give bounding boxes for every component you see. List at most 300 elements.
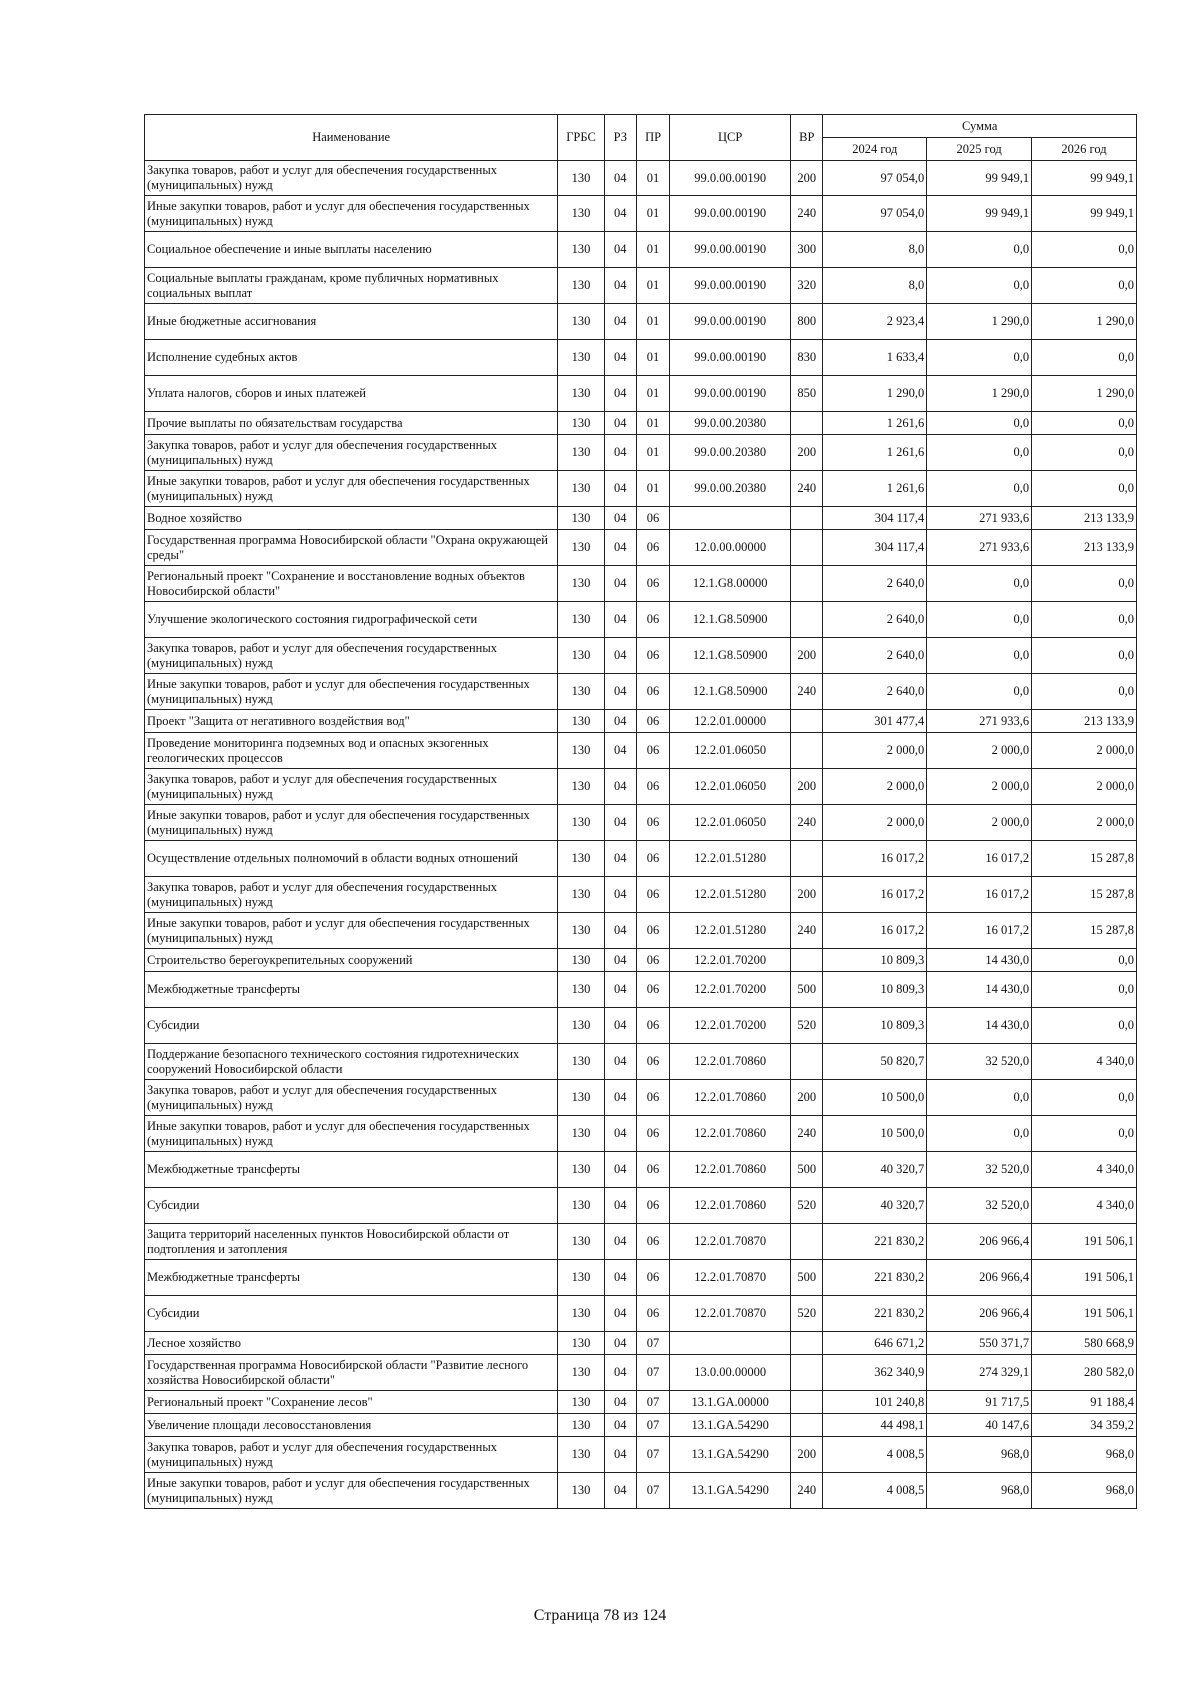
cell-pr: 06 [636,1152,669,1188]
cell-sum-2025: 16 017,2 [927,913,1032,949]
cell-vr [791,566,823,602]
cell-sum-2025: 206 966,4 [927,1296,1032,1332]
cell-pr: 06 [636,710,669,733]
cell-sum-2024: 1 290,0 [823,376,927,412]
cell-rz: 04 [604,530,636,566]
cell-sum-2026: 0,0 [1032,412,1137,435]
cell-sum-2026: 213 133,9 [1032,530,1137,566]
cell-name: Проведение мониторинга подземных вод и опасных экзогенных геологических процессов [145,733,558,769]
cell-sum-2024: 304 117,4 [823,530,927,566]
cell-sum-2024: 2 640,0 [823,674,927,710]
cell-pr: 06 [636,1008,669,1044]
cell-vr: 200 [791,769,823,805]
cell-csr: 12.2.01.70200 [670,1008,791,1044]
cell-rz: 04 [604,733,636,769]
cell-rz: 04 [604,304,636,340]
cell-csr: 12.2.01.51280 [670,877,791,913]
budget-table [144,114,1137,1509]
cell-csr: 12.2.01.70860 [670,1152,791,1188]
cell-sum-2025: 0,0 [927,1116,1032,1152]
cell-vr: 520 [791,1008,823,1044]
cell-sum-2024: 16 017,2 [823,841,927,877]
cell-name: Закупка товаров, работ и услуг для обеспечения государственных (муниципальных) нужд [145,1437,558,1473]
table-row [145,507,1137,530]
cell-sum-2025: 271 933,6 [927,710,1032,733]
cell-sum-2025: 0,0 [927,638,1032,674]
cell-name: Поддержание безопасного технического состояния гидротехнических сооружений Новосибирской области [145,1044,558,1080]
cell-sum-2024: 221 830,2 [823,1296,927,1332]
cell-sum-2024: 10 500,0 [823,1080,927,1116]
cell-pr: 06 [636,769,669,805]
table-row [145,877,1137,913]
cell-rz: 04 [604,841,636,877]
cell-sum-2025: 0,0 [927,412,1032,435]
cell-sum-2026: 0,0 [1032,471,1137,507]
cell-sum-2025: 1 290,0 [927,304,1032,340]
table-row [145,566,1137,602]
cell-rz: 04 [604,161,636,196]
cell-pr: 07 [636,1355,669,1391]
cell-csr: 13.1.GA.54290 [670,1473,791,1509]
cell-sum-2026: 0,0 [1032,1080,1137,1116]
cell-sum-2026: 1 290,0 [1032,304,1137,340]
cell-rz: 04 [604,412,636,435]
cell-rz: 04 [604,1188,636,1224]
cell-sum-2024: 1 633,4 [823,340,927,376]
cell-sum-2025: 91 717,5 [927,1391,1032,1414]
cell-sum-2025: 16 017,2 [927,841,1032,877]
cell-rz: 04 [604,1437,636,1473]
cell-vr [791,1332,823,1355]
cell-grbs: 130 [558,1296,604,1332]
cell-sum-2025: 968,0 [927,1473,1032,1509]
table-row [145,1224,1137,1260]
cell-name: Закупка товаров, работ и услуг для обеспечения государственных (муниципальных) нужд [145,1080,558,1116]
cell-sum-2026: 191 506,1 [1032,1260,1137,1296]
cell-grbs: 130 [558,161,604,196]
cell-grbs: 130 [558,196,604,232]
cell-rz: 04 [604,1355,636,1391]
cell-sum-2026: 4 340,0 [1032,1152,1137,1188]
cell-vr [791,1224,823,1260]
cell-sum-2024: 646 671,2 [823,1332,927,1355]
cell-vr [791,507,823,530]
cell-name: Иные бюджетные ассигнования [145,304,558,340]
cell-sum-2025: 206 966,4 [927,1224,1032,1260]
cell-pr: 06 [636,1116,669,1152]
cell-pr: 07 [636,1414,669,1437]
cell-name: Закупка товаров, работ и услуг для обеспечения государственных (муниципальных) нужд [145,161,558,196]
cell-csr: 12.2.01.70870 [670,1296,791,1332]
cell-name: Строительство берегоукрепительных сооружений [145,949,558,972]
table-row [145,268,1137,304]
cell-csr: 13.1.GA.00000 [670,1391,791,1414]
table-row [145,1391,1137,1414]
table-row [145,1008,1137,1044]
cell-grbs: 130 [558,1332,604,1355]
cell-pr: 01 [636,412,669,435]
cell-sum-2024: 97 054,0 [823,161,927,196]
cell-sum-2024: 304 117,4 [823,507,927,530]
cell-vr [791,1391,823,1414]
cell-sum-2024: 8,0 [823,268,927,304]
cell-grbs: 130 [558,949,604,972]
cell-pr: 06 [636,1188,669,1224]
cell-pr: 07 [636,1332,669,1355]
cell-sum-2026: 0,0 [1032,972,1137,1008]
cell-sum-2026: 191 506,1 [1032,1296,1137,1332]
cell-vr: 240 [791,471,823,507]
cell-rz: 04 [604,340,636,376]
cell-grbs: 130 [558,232,604,268]
cell-grbs: 130 [558,507,604,530]
col-header-2024: 2024 год [823,138,927,161]
cell-rz: 04 [604,1332,636,1355]
cell-csr: 12.2.01.06050 [670,805,791,841]
cell-name: Субсидии [145,1188,558,1224]
cell-grbs: 130 [558,1080,604,1116]
cell-rz: 04 [604,674,636,710]
cell-sum-2025: 40 147,6 [927,1414,1032,1437]
cell-sum-2025: 99 949,1 [927,161,1032,196]
cell-pr: 01 [636,196,669,232]
cell-sum-2024: 2 640,0 [823,638,927,674]
cell-sum-2026: 280 582,0 [1032,1355,1137,1391]
cell-grbs: 130 [558,733,604,769]
cell-sum-2025: 0,0 [927,232,1032,268]
cell-sum-2025: 968,0 [927,1437,1032,1473]
cell-sum-2024: 8,0 [823,232,927,268]
cell-name: Субсидии [145,1296,558,1332]
cell-vr [791,710,823,733]
table-row [145,232,1137,268]
cell-rz: 04 [604,1473,636,1509]
cell-grbs: 130 [558,877,604,913]
cell-sum-2025: 32 520,0 [927,1044,1032,1080]
cell-sum-2026: 0,0 [1032,638,1137,674]
cell-sum-2024: 40 320,7 [823,1152,927,1188]
cell-name: Региональный проект "Сохранение и восстановление водных объектов Новосибирской области" [145,566,558,602]
cell-vr [791,1414,823,1437]
cell-sum-2025: 14 430,0 [927,949,1032,972]
cell-sum-2024: 101 240,8 [823,1391,927,1414]
cell-sum-2026: 0,0 [1032,340,1137,376]
cell-csr: 13.1.GA.54290 [670,1414,791,1437]
cell-csr: 99.0.00.00190 [670,196,791,232]
cell-pr: 06 [636,566,669,602]
cell-name: Иные закупки товаров, работ и услуг для обеспечения государственных (муниципальных) нужд [145,196,558,232]
cell-grbs: 130 [558,1116,604,1152]
cell-sum-2026: 2 000,0 [1032,733,1137,769]
cell-sum-2025: 32 520,0 [927,1188,1032,1224]
cell-grbs: 130 [558,1152,604,1188]
cell-pr: 01 [636,471,669,507]
cell-csr: 99.0.00.00190 [670,232,791,268]
table-row [145,841,1137,877]
cell-pr: 06 [636,530,669,566]
cell-name: Иные закупки товаров, работ и услуг для обеспечения государственных (муниципальных) нужд [145,1116,558,1152]
table-row [145,602,1137,638]
cell-rz: 04 [604,566,636,602]
cell-name: Лесное хозяйство [145,1332,558,1355]
cell-sum-2026: 1 290,0 [1032,376,1137,412]
cell-name: Социальные выплаты гражданам, кроме публичных нормативных социальных выплат [145,268,558,304]
cell-csr: 12.2.01.51280 [670,913,791,949]
cell-csr: 12.2.01.06050 [670,733,791,769]
cell-grbs: 130 [558,1044,604,1080]
cell-sum-2026: 2 000,0 [1032,769,1137,805]
table-body [145,161,1137,1509]
cell-vr: 200 [791,638,823,674]
cell-sum-2025: 14 430,0 [927,972,1032,1008]
cell-grbs: 130 [558,1260,604,1296]
cell-sum-2026: 99 949,1 [1032,161,1137,196]
cell-vr: 200 [791,435,823,471]
cell-pr: 07 [636,1437,669,1473]
cell-name: Иные закупки товаров, работ и услуг для обеспечения государственных (муниципальных) нужд [145,913,558,949]
cell-name: Социальное обеспечение и иные выплаты населению [145,232,558,268]
cell-sum-2026: 191 506,1 [1032,1224,1137,1260]
col-header-2025: 2025 год [927,138,1032,161]
cell-vr: 240 [791,913,823,949]
cell-vr: 240 [791,674,823,710]
cell-sum-2025: 206 966,4 [927,1260,1032,1296]
cell-vr: 500 [791,972,823,1008]
cell-pr: 01 [636,435,669,471]
cell-name: Защита территорий населенных пунктов Новосибирской области от подтопления и затопления [145,1224,558,1260]
cell-sum-2024: 1 261,6 [823,412,927,435]
cell-grbs: 130 [558,602,604,638]
cell-rz: 04 [604,1080,636,1116]
cell-grbs: 130 [558,1008,604,1044]
cell-sum-2026: 580 668,9 [1032,1332,1137,1355]
cell-csr: 12.0.00.00000 [670,530,791,566]
cell-grbs: 130 [558,638,604,674]
cell-pr: 01 [636,232,669,268]
cell-vr: 850 [791,376,823,412]
table-header [145,115,1137,161]
cell-csr: 99.0.00.20380 [670,471,791,507]
cell-name: Уплата налогов, сборов и иных платежей [145,376,558,412]
table-row [145,710,1137,733]
cell-pr: 06 [636,1224,669,1260]
cell-csr: 12.2.01.70870 [670,1260,791,1296]
cell-sum-2026: 213 133,9 [1032,710,1137,733]
cell-rz: 04 [604,972,636,1008]
col-header-rz: РЗ [604,115,636,161]
cell-rz: 04 [604,913,636,949]
page-number: Страница 78 из 124 [533,1607,667,1624]
cell-sum-2024: 4 008,5 [823,1473,927,1509]
cell-pr: 06 [636,733,669,769]
cell-grbs: 130 [558,376,604,412]
cell-sum-2024: 362 340,9 [823,1355,927,1391]
cell-vr [791,530,823,566]
cell-sum-2025: 2 000,0 [927,805,1032,841]
cell-grbs: 130 [558,435,604,471]
table-row [145,340,1137,376]
cell-grbs: 130 [558,710,604,733]
cell-sum-2026: 34 359,2 [1032,1414,1137,1437]
table-row [145,1044,1137,1080]
cell-sum-2026: 0,0 [1032,566,1137,602]
col-header-grbs: ГРБС [558,115,604,161]
cell-sum-2024: 301 477,4 [823,710,927,733]
table-row [145,913,1137,949]
cell-vr: 200 [791,161,823,196]
cell-csr: 12.2.01.70860 [670,1044,791,1080]
cell-vr: 800 [791,304,823,340]
table-row [145,1332,1137,1355]
cell-sum-2026: 968,0 [1032,1473,1137,1509]
cell-pr: 06 [636,1296,669,1332]
cell-sum-2026: 4 340,0 [1032,1044,1137,1080]
cell-sum-2024: 10 809,3 [823,949,927,972]
cell-csr: 12.2.01.70860 [670,1188,791,1224]
table-row [145,1116,1137,1152]
table-row [145,161,1137,196]
cell-name: Прочие выплаты по обязательствам государства [145,412,558,435]
table-row [145,949,1137,972]
cell-csr: 12.1.G8.50900 [670,674,791,710]
cell-csr [670,1332,791,1355]
cell-sum-2026: 15 287,8 [1032,913,1137,949]
cell-rz: 04 [604,638,636,674]
cell-grbs: 130 [558,805,604,841]
cell-rz: 04 [604,1224,636,1260]
cell-sum-2024: 4 008,5 [823,1437,927,1473]
cell-name: Закупка товаров, работ и услуг для обеспечения государственных (муниципальных) нужд [145,769,558,805]
cell-rz: 04 [604,602,636,638]
cell-csr: 12.1.G8.00000 [670,566,791,602]
table-row [145,638,1137,674]
cell-grbs: 130 [558,412,604,435]
cell-sum-2025: 2 000,0 [927,769,1032,805]
cell-vr: 200 [791,1080,823,1116]
cell-pr: 01 [636,340,669,376]
cell-sum-2026: 15 287,8 [1032,841,1137,877]
cell-sum-2024: 2 640,0 [823,602,927,638]
table-row [145,412,1137,435]
cell-grbs: 130 [558,530,604,566]
cell-name: Закупка товаров, работ и услуг для обеспечения государственных (муниципальных) нужд [145,435,558,471]
cell-pr: 06 [636,1080,669,1116]
cell-csr: 99.0.00.00190 [670,340,791,376]
cell-csr: 12.1.G8.50900 [670,602,791,638]
cell-name: Государственная программа Новосибирской области "Развитие лесного хозяйства Новосибирской области" [145,1355,558,1391]
cell-sum-2026: 0,0 [1032,232,1137,268]
cell-sum-2026: 0,0 [1032,674,1137,710]
cell-pr: 07 [636,1473,669,1509]
cell-vr [791,733,823,769]
cell-name: Иные закупки товаров, работ и услуг для обеспечения государственных (муниципальных) нужд [145,471,558,507]
cell-name: Межбюджетные трансферты [145,1260,558,1296]
cell-grbs: 130 [558,769,604,805]
table-row [145,304,1137,340]
table-row [145,530,1137,566]
cell-sum-2026: 0,0 [1032,1116,1137,1152]
cell-sum-2024: 16 017,2 [823,877,927,913]
cell-vr [791,949,823,972]
cell-csr: 12.2.01.70870 [670,1224,791,1260]
cell-csr: 99.0.00.00190 [670,161,791,196]
cell-name: Субсидии [145,1008,558,1044]
cell-sum-2026: 2 000,0 [1032,805,1137,841]
cell-sum-2026: 0,0 [1032,435,1137,471]
cell-pr: 06 [636,507,669,530]
cell-sum-2026: 91 188,4 [1032,1391,1137,1414]
cell-name: Государственная программа Новосибирской области "Охрана окружающей среды" [145,530,558,566]
cell-rz: 04 [604,1044,636,1080]
cell-vr [791,1355,823,1391]
cell-rz: 04 [604,805,636,841]
cell-sum-2025: 0,0 [927,1080,1032,1116]
cell-sum-2026: 0,0 [1032,949,1137,972]
cell-sum-2024: 2 640,0 [823,566,927,602]
cell-csr: 12.2.01.00000 [670,710,791,733]
col-header-sum: Сумма [823,115,1137,138]
cell-rz: 04 [604,196,636,232]
cell-rz: 04 [604,1296,636,1332]
cell-sum-2025: 32 520,0 [927,1152,1032,1188]
table-row [145,1080,1137,1116]
cell-sum-2025: 550 371,7 [927,1332,1032,1355]
cell-pr: 01 [636,304,669,340]
cell-sum-2024: 16 017,2 [823,913,927,949]
cell-pr: 06 [636,805,669,841]
cell-grbs: 130 [558,972,604,1008]
cell-csr: 12.2.01.51280 [670,841,791,877]
cell-csr [670,507,791,530]
cell-rz: 04 [604,1008,636,1044]
cell-vr: 830 [791,340,823,376]
cell-csr: 12.1.G8.50900 [670,638,791,674]
cell-grbs: 130 [558,1188,604,1224]
cell-rz: 04 [604,507,636,530]
cell-sum-2025: 0,0 [927,471,1032,507]
cell-csr: 99.0.00.00190 [670,268,791,304]
cell-sum-2024: 2 000,0 [823,769,927,805]
cell-pr: 06 [636,1260,669,1296]
cell-sum-2026: 15 287,8 [1032,877,1137,913]
cell-grbs: 130 [558,1391,604,1414]
cell-vr [791,412,823,435]
cell-vr: 240 [791,196,823,232]
cell-sum-2025: 271 933,6 [927,507,1032,530]
cell-grbs: 130 [558,674,604,710]
cell-vr: 520 [791,1296,823,1332]
cell-sum-2025: 2 000,0 [927,733,1032,769]
cell-sum-2024: 2 000,0 [823,805,927,841]
cell-pr: 06 [636,841,669,877]
cell-name: Улучшение экологического состояния гидрографической сети [145,602,558,638]
cell-sum-2024: 97 054,0 [823,196,927,232]
cell-csr: 12.2.01.06050 [670,769,791,805]
cell-sum-2026: 968,0 [1032,1437,1137,1473]
cell-pr: 06 [636,949,669,972]
cell-sum-2025: 1 290,0 [927,376,1032,412]
cell-csr: 12.2.01.70200 [670,972,791,1008]
col-header-pr: ПР [636,115,669,161]
col-header-csr: ЦСР [670,115,791,161]
cell-rz: 04 [604,877,636,913]
cell-name: Межбюджетные трансферты [145,972,558,1008]
table-row [145,805,1137,841]
col-header-vr: ВР [791,115,823,161]
cell-vr: 500 [791,1152,823,1188]
cell-vr: 520 [791,1188,823,1224]
cell-csr: 99.0.00.00190 [670,304,791,340]
